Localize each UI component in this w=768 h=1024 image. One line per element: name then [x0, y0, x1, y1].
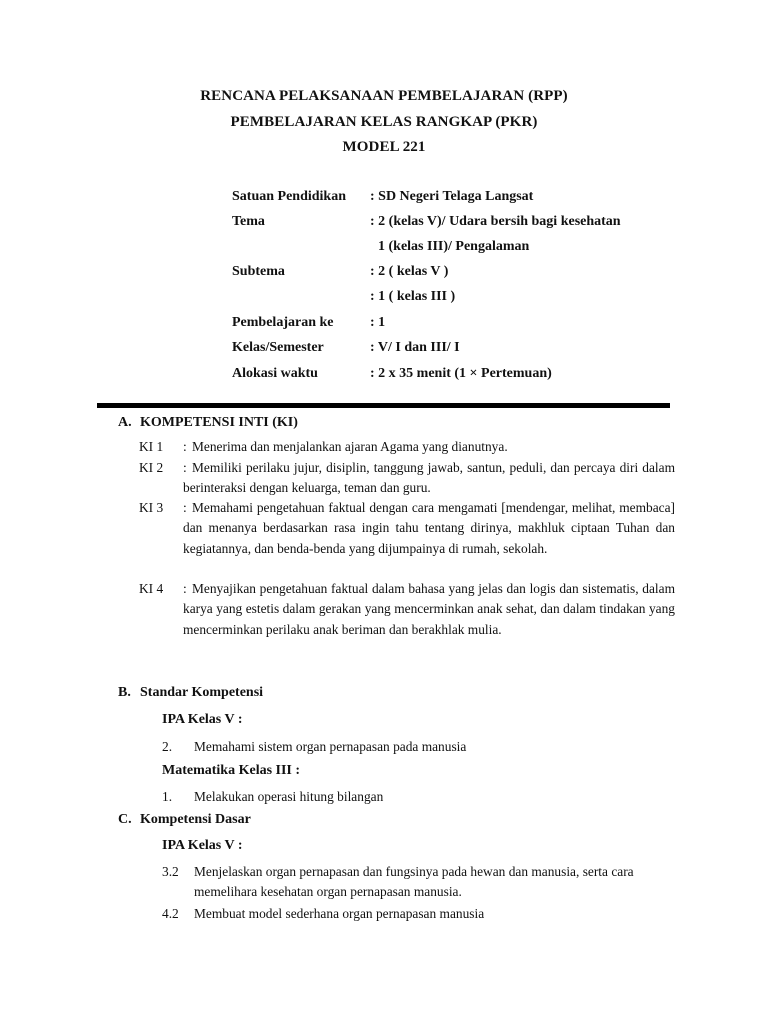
document-subtitle: PEMBELAJARAN KELAS RANGKAP (PKR) — [230, 114, 538, 130]
section-title: Standar Kompetensi — [140, 685, 264, 700]
identity-label: Satuan Pendidikan — [232, 189, 346, 204]
identity-value: : 1 — [370, 315, 386, 330]
identity-label: Pembelajaran ke — [232, 315, 334, 330]
section-letter: A. — [118, 415, 132, 430]
subject-heading: IPA Kelas V : — [162, 712, 243, 727]
section-title: KOMPETENSI INTI (KI) — [140, 415, 298, 430]
ki-number: KI 1 — [139, 439, 164, 454]
subject-heading: IPA Kelas V : — [162, 838, 243, 853]
ki-text: Menerima dan menjalankan ajaran Agama yang dianutnya. — [192, 439, 508, 454]
section-letter: B. — [118, 685, 131, 700]
ki-colon: : — [183, 460, 187, 475]
item-number: 1. — [162, 789, 173, 804]
ki-text: Memahami pengetahuan faktual dengan cara mengamati [mendengar, melihat, membaca] dan menanya berdasarkan rasa ingin tahu tentang dirinya, makhluk ciptaan Tuhan dan kegiatannya, dan benda-benda yang dijumpainya di rumah, sekolah. — [183, 500, 675, 556]
ki-number: KI 4 — [139, 581, 164, 596]
item-number: 4.2 — [162, 906, 179, 921]
identity-label: Tema — [232, 214, 265, 229]
identity-value: : 2 x 35 menit (1 × Pertemuan) — [370, 366, 552, 381]
item-text: Membuat model sederhana organ pernapasan manusia — [194, 906, 485, 921]
identity-label: Alokasi waktu — [232, 366, 318, 381]
identity-value: : 2 (kelas V)/ Udara bersih bagi kesehatan — [370, 214, 621, 229]
identity-value: : 1 ( kelas III ) — [370, 289, 456, 304]
header-divider — [97, 403, 670, 408]
identity-value: : 2 ( kelas V ) — [370, 264, 449, 279]
ki-colon: : — [183, 500, 187, 515]
ki-colon: : — [183, 581, 187, 596]
ki-text: Menyajikan pengetahuan faktual dalam bahasa yang jelas dan logis dan sistematis, dalam karya yang estetis dalam gerakan yang mencerminkan anak sehat, dan dalam tindakan yang mencerminkan perilaku anak beriman dan berakhlak mulia. — [183, 581, 675, 637]
section-title: Kompetensi Dasar — [140, 812, 251, 827]
document-title: RENCANA PELAKSANAAN PEMBELAJARAN (RPP) — [200, 88, 568, 104]
identity-value: 1 (kelas III)/ Pengalaman — [378, 239, 530, 254]
subject-heading: Matematika Kelas III : — [162, 763, 301, 778]
ki-number: KI 3 — [139, 500, 164, 515]
item-number: 2. — [162, 739, 173, 754]
item-text: Memahami sistem organ pernapasan pada manusia — [194, 739, 467, 754]
section-a-heading — [118, 415, 298, 431]
identity-value: : V/ I dan III/ I — [370, 340, 460, 355]
document-model: MODEL 221 — [342, 139, 426, 155]
ki-text: Memiliki perilaku jujur, disiplin, tanggung jawab, santun, peduli, dan percaya diri dalam berinteraksi dengan keluarga, teman dan guru. — [183, 460, 675, 496]
section-c-heading — [118, 812, 251, 828]
identity-label: Kelas/Semester — [232, 340, 324, 355]
item-number: 3.2 — [162, 864, 179, 879]
section-b-heading — [118, 685, 263, 701]
item-text: Melakukan operasi hitung bilangan — [194, 789, 384, 804]
section-letter: C. — [118, 812, 132, 827]
identity-value: : SD Negeri Telaga Langsat — [370, 189, 534, 204]
identity-label: Subtema — [232, 264, 285, 279]
ki-colon: : — [183, 439, 187, 454]
ki-number: KI 2 — [139, 460, 164, 475]
item-text: Menjelaskan organ pernapasan dan fungsinya pada hewan dan manusia, serta cara memelihara kesehatan organ pernapasan manusia. — [194, 864, 634, 899]
